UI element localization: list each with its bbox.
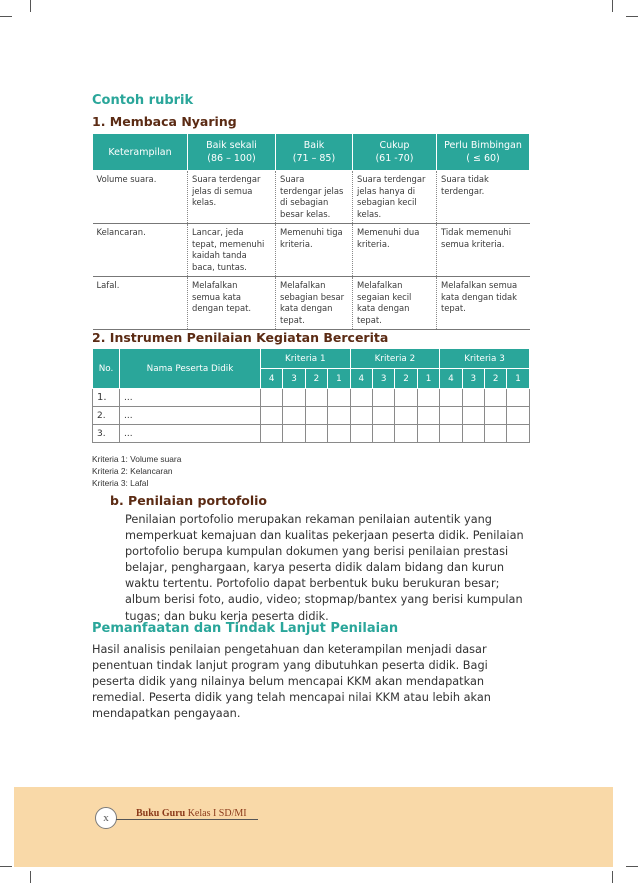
score-header: 4 <box>350 369 372 389</box>
rubric-cell: Suara terdengar jelas hanya di sebagian kecil kelas. <box>353 171 437 224</box>
score-header: 4 <box>440 369 462 389</box>
row-name: ... <box>120 425 261 443</box>
instrument-header-row <box>93 349 530 369</box>
rubric-cell: Volume suara. <box>93 171 188 224</box>
followup-paragraph: Hasil analisis penilaian pengetahuan dan keterampilan menjadi dasar penentuan tindak lanjut program yang dibutuhkan peserta didik. Bagi peserta didik yang nilainya belum mencapai KKM akan mendapatkan remedial. Peserta didik yang telah mencapai nilai KKM atau lebih akan mendapatkan pengayaan. <box>92 643 491 721</box>
table-row <box>93 224 530 277</box>
rubric-cell: Memenuhi dua kriteria. <box>353 224 437 277</box>
header-kriteria-2: Kriteria 2 <box>350 349 440 369</box>
rubric-cell: Suara terdengar jelas di sebagian besar kelas. <box>276 171 353 224</box>
score-cell[interactable] <box>305 389 327 407</box>
score-cell[interactable] <box>328 389 350 407</box>
score-cell[interactable] <box>373 425 395 443</box>
crop-mark <box>30 0 31 12</box>
score-cell[interactable] <box>373 407 395 425</box>
row-name: ... <box>120 407 261 425</box>
score-cell[interactable] <box>305 425 327 443</box>
score-cell[interactable] <box>283 425 305 443</box>
rubric-cell: Lancar, jeda tepat, memenuhi kaidah tanda baca, tuntas. <box>188 224 276 277</box>
score-cell[interactable] <box>485 407 507 425</box>
table-row <box>93 389 530 407</box>
score-cell[interactable] <box>395 425 417 443</box>
criteria-note: Kriteria 3: Lafal <box>92 478 149 488</box>
score-header: 1 <box>328 369 350 389</box>
section-b-paragraph: Penilaian portofolio merupakan rekaman penilaian autentik yang memperkuat kemajuan dan kualitas pekerjaan peserta didik. Penilaian portofolio berupa kumpulan dokumen yang berisi penilaian prestasi belajar, penghargaan, karya peserta didik dalam bidang dan kurun waktu tertentu. Portofolio dapat berbentuk buku berukuran besar; album berisi foto, audio, video; stopmap/bantex yang berisi kumpulan tugas; dan buku kerja peserta didik. <box>125 513 524 623</box>
rubric-header-row <box>93 134 530 171</box>
score-cell[interactable] <box>507 407 529 425</box>
criteria-notes <box>92 453 181 489</box>
rubric-cell: Memenuhi tiga kriteria. <box>276 224 353 277</box>
section-2-title: 2. Instrumen Penilaian Kegiatan Bercerita <box>92 330 389 345</box>
score-cell[interactable] <box>462 389 484 407</box>
score-header: 2 <box>395 369 417 389</box>
table-row <box>93 407 530 425</box>
score-cell[interactable] <box>350 389 372 407</box>
rubric-cell: Melafalkan sebagian besar kata dengan tepat. <box>276 277 353 330</box>
score-cell[interactable] <box>395 407 417 425</box>
score-header: 1 <box>417 369 439 389</box>
header-kriteria-3: Kriteria 3 <box>440 349 530 369</box>
table-row <box>93 277 530 330</box>
rubric-header-cell: Perlu Bimbingan ( ≤ 60) <box>437 134 530 171</box>
section-1-title: 1. Membaca Nyaring <box>92 114 237 129</box>
crop-mark <box>0 16 12 17</box>
score-header: 2 <box>305 369 327 389</box>
crop-mark <box>30 871 31 883</box>
score-header: 3 <box>283 369 305 389</box>
score-cell[interactable] <box>261 425 283 443</box>
row-number: 3. <box>93 425 120 443</box>
score-header: 1 <box>507 369 529 389</box>
crop-mark <box>626 16 638 17</box>
heading-contoh-rubrik: Contoh rubrik <box>92 93 194 108</box>
score-cell[interactable] <box>440 389 462 407</box>
score-cell[interactable] <box>328 407 350 425</box>
table-row <box>93 425 530 443</box>
score-cell[interactable] <box>507 389 529 407</box>
crop-mark <box>612 0 613 12</box>
score-cell[interactable] <box>462 425 484 443</box>
rubric-cell: Tidak memenuhi semua kriteria. <box>437 224 530 277</box>
row-number: 1. <box>93 389 120 407</box>
score-header: 3 <box>462 369 484 389</box>
score-cell[interactable] <box>485 389 507 407</box>
rubric-cell: Melafalkan semua kata dengan tidak tepat. <box>437 277 530 330</box>
rubric-cell: Suara tidak terdengar. <box>437 171 530 224</box>
score-cell[interactable] <box>417 425 439 443</box>
instrument-table <box>92 348 530 443</box>
criteria-note: Kriteria 2: Kelancaran <box>92 466 173 476</box>
score-cell[interactable] <box>417 407 439 425</box>
score-header: 3 <box>373 369 395 389</box>
page-number: x <box>95 807 117 829</box>
rubric-cell: Melafalkan semua kata dengan tepat. <box>188 277 276 330</box>
score-cell[interactable] <box>440 425 462 443</box>
crop-mark <box>626 866 638 867</box>
score-cell[interactable] <box>350 425 372 443</box>
heading-pemanfaatan: Pemanfaatan dan Tindak Lanjut Penilaian <box>92 621 399 636</box>
score-cell[interactable] <box>350 407 372 425</box>
rubric-header-cell: Cukup (61 -70) <box>353 134 437 171</box>
rubric-table <box>92 133 530 330</box>
section-b-title: b. Penilaian portofolio <box>110 493 268 508</box>
header-no: No. <box>93 349 120 389</box>
table-row <box>93 171 530 224</box>
row-number: 2. <box>93 407 120 425</box>
score-cell[interactable] <box>395 389 417 407</box>
score-header: 4 <box>261 369 283 389</box>
crop-mark <box>0 866 12 867</box>
rubric-cell: Melafalkan segaian kecil kata dengan tepat. <box>353 277 437 330</box>
score-cell[interactable] <box>328 425 350 443</box>
rubric-header-cell: Baik sekali (86 – 100) <box>188 134 276 171</box>
score-cell[interactable] <box>417 389 439 407</box>
score-cell[interactable] <box>440 407 462 425</box>
rubric-header-cell: Keterampilan <box>93 134 188 171</box>
score-header: 2 <box>485 369 507 389</box>
crop-mark <box>612 871 613 883</box>
rubric-cell: Suara terdengar jelas di semua kelas. <box>188 171 276 224</box>
rubric-cell: Kelancaran. <box>93 224 188 277</box>
criteria-note: Kriteria 1: Volume suara <box>92 454 182 464</box>
header-nama-peserta: Nama Peserta Didik <box>120 349 261 389</box>
row-name: ... <box>120 389 261 407</box>
footer-book-title <box>136 808 247 819</box>
score-cell[interactable] <box>462 407 484 425</box>
header-kriteria-1: Kriteria 1 <box>261 349 351 369</box>
score-cell[interactable] <box>283 407 305 425</box>
footer-book-bold: Buku Guru <box>136 808 186 819</box>
score-cell[interactable] <box>261 407 283 425</box>
footer-book-rest: Kelas I SD/MI <box>185 808 247 819</box>
score-cell[interactable] <box>373 389 395 407</box>
score-cell[interactable] <box>283 389 305 407</box>
footer-divider <box>116 819 258 820</box>
score-cell[interactable] <box>305 407 327 425</box>
rubric-cell: Lafal. <box>93 277 188 330</box>
score-cell[interactable] <box>485 425 507 443</box>
score-cell[interactable] <box>261 389 283 407</box>
score-cell[interactable] <box>507 425 529 443</box>
rubric-header-cell: Baik (71 – 85) <box>276 134 353 171</box>
